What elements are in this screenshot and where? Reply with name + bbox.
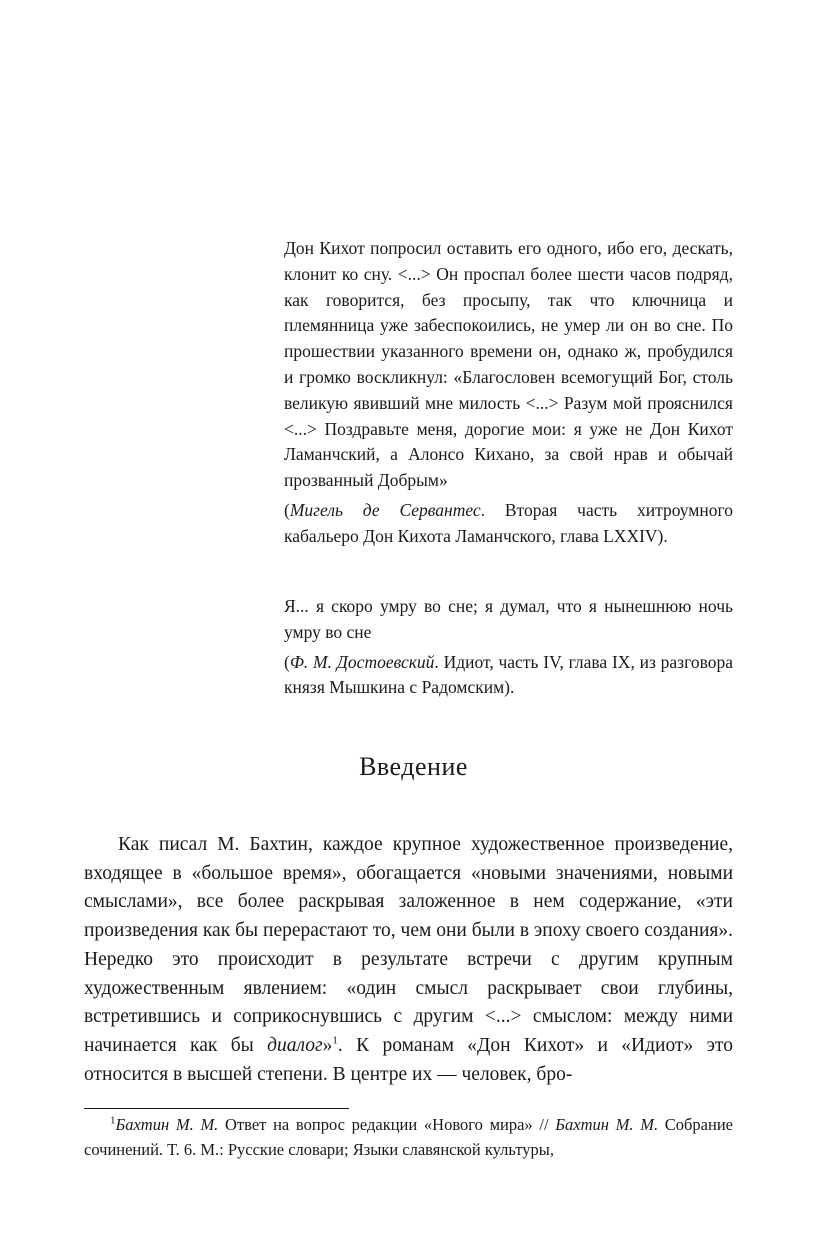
- body-text-part1: Как писал М. Бахтин, каждое крупное художественное произведение, входящее в «большое время», обогащается «новыми значениями, новыми смыслами», все более раскрывая заложенное в нем содержание, «эти произведения как бы перерастают то, чем они были в эпоху своего создания». Нередко это происходит в результате встречи с другим крупным художественным явлением: «один смысл раскрывает свои глубины, встретившись и соприкоснувшись с другим <...> смыслом: между ними начинается как бы: [84, 834, 733, 1056]
- epigraph-author: Ф. М. Достоевский: [289, 651, 435, 672]
- body-paragraph: [84, 831, 733, 1089]
- footnote-reference[interactable]: 1: [332, 1034, 338, 1047]
- source-open-paren: (: [284, 651, 290, 672]
- body-closing-quote: »: [322, 1034, 333, 1056]
- footnote-number: 1: [110, 1114, 116, 1127]
- body-text-part2: . К романам «Дон Кихот» и «Идиот» это относится в высшей степени. В центре их — человек, бро-: [84, 1034, 733, 1085]
- source-title: . Идиот, часть IV, глава IX, из разговора князя Мышкина с Радомским).: [284, 651, 733, 698]
- epigraph-dostoevsky: [284, 594, 733, 701]
- epigraph-quote: Я... я скоро умру во сне; я думал, что я нынешнюю ночь умру во сне: [284, 596, 733, 642]
- source-title: . Вторая часть хитроумного кабальеро Дон Кихота Ламанчского, глава LXXIV).: [284, 499, 733, 546]
- footnote-divider: [84, 1108, 349, 1109]
- epigraph-author: Мигель де Сервантес: [289, 499, 481, 520]
- footnote-text: Ответ на вопрос редакции «Нового мира» //: [218, 1115, 556, 1134]
- epigraph-source: [284, 498, 733, 550]
- chapter-title: Введение: [359, 752, 468, 781]
- epigraph-quote: Дон Кихот попросил оставить его одного, ибо его, дескать, клонит ко сну. <...> Он проспал более шести часов подряд, как говорится, без просыпу, так что ключница и племянница уже забеспокоились, не умер ли он во сне. По прошествии указанного времени он, однако ж, пробудился и громко воскликнул: «Благословен всемогущий Бог, столь великую явивший мне милость <...> Разум мой прояснился <...> Поздравьте меня, дорогие мои: я уже не Дон Кихот Ламанчский, а Алонсо Кихано, за свой нрав и обычай прозванный Добрым»: [284, 238, 733, 491]
- footnote-text: Собрание сочинений. Т. 6. М.: Русские словари; Языки славянской культуры,: [84, 1115, 733, 1159]
- source-open-paren: (: [284, 499, 290, 520]
- footnote: [84, 1113, 733, 1162]
- footnote-author: Бахтин М. М.: [115, 1115, 219, 1134]
- footnote-author: Бахтин М. М.: [555, 1115, 659, 1134]
- epigraph-cervantes: [284, 236, 733, 550]
- epigraph-source: [284, 650, 733, 702]
- body-italic-word: диалог: [267, 1034, 323, 1056]
